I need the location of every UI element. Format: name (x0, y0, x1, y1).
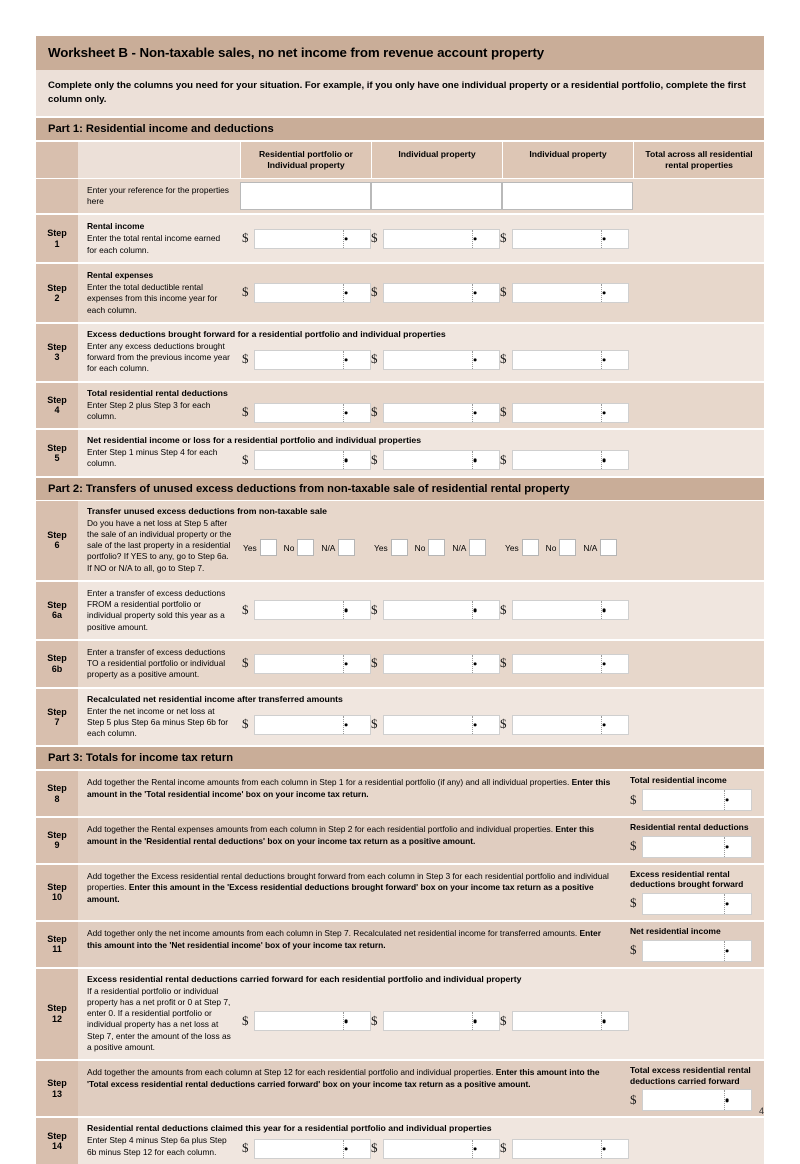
step-label: Step (47, 529, 67, 540)
step-6b-input-col2[interactable] (383, 654, 500, 674)
step-label: Step (47, 653, 67, 664)
step-1-amount-col3 (500, 229, 629, 249)
step-1-amount-col2 (371, 229, 500, 249)
step-value: 13 (51, 1088, 62, 1099)
step-row-12 (36, 967, 764, 1060)
step-label: Step (47, 1003, 67, 1014)
step-11-total (624, 922, 764, 967)
step-4-amount-col1 (242, 403, 371, 423)
dollar-sign-icon: $ (500, 601, 507, 617)
dollar-sign-icon: $ (242, 655, 249, 671)
dollar-sign-icon: $ (371, 1012, 378, 1028)
step-row-6a (36, 580, 764, 639)
reference-description: Enter your reference for the properties here (87, 184, 229, 206)
step-number-5 (36, 430, 78, 476)
option-label-yes: Yes (374, 542, 388, 553)
column-header-total: Total across all residential rental properties (633, 142, 764, 177)
step-6a-amount-col2 (371, 600, 500, 620)
step-12-money-group (240, 1011, 629, 1031)
step-row-5 (36, 428, 764, 476)
step-number-7 (36, 689, 78, 746)
part3-banner: Part 3: Totals for income tax return (36, 745, 764, 769)
option-label-no: No (283, 542, 295, 553)
step-10-description (78, 865, 624, 920)
step-5-input-col2[interactable] (383, 450, 500, 470)
step-3-amount-col1 (242, 350, 371, 370)
step-row-14 (36, 1116, 764, 1164)
step-number-6b (36, 641, 78, 687)
step-value: 1 (54, 238, 60, 249)
step-6a-amount-col3 (500, 600, 629, 620)
step-6a-input-col3[interactable] (512, 600, 629, 620)
reference-input-col1[interactable] (240, 182, 371, 210)
step-6b-amount-col2 (371, 654, 500, 674)
step-14-amount-col1 (242, 1139, 371, 1159)
step-number-3 (36, 324, 78, 381)
step-2-description (78, 264, 240, 322)
dollar-sign-icon: $ (242, 404, 249, 420)
column-header-2: Individual property (371, 142, 502, 177)
header-desc-spacer (78, 142, 240, 177)
dollar-sign-icon: $ (500, 716, 507, 732)
step-8-text-bold: Enter this amount in the 'Total residential income' box on your income tax return. (87, 777, 611, 800)
step-label: Step (47, 395, 67, 406)
step-9-text-bold: Enter this amount in the 'Residential rental deductions' box on your income tax return as a positive amount. (87, 824, 594, 846)
step-4-description: Enter Step 2 plus Step 3 for each column. (87, 399, 211, 421)
step-label: Step (47, 341, 67, 352)
header-step-spacer (36, 142, 78, 177)
step-row-1 (36, 213, 764, 262)
step-6a-input-col1[interactable] (254, 600, 371, 620)
step-6b-money-group (240, 654, 629, 674)
step-7-heading: Recalculated net residential income after transferred amounts (87, 693, 343, 704)
step-9-description (78, 818, 624, 863)
step-number-12 (36, 969, 78, 1060)
step-6b-input-col1[interactable] (254, 654, 371, 674)
step-12-heading: Excess residential rental deductions carried forward for each residential portfolio and individual property (87, 973, 522, 984)
dollar-sign-icon: $ (371, 284, 378, 300)
step-6-description: Do you have a net loss at Step 5 after the sale of an individual property or the sale of the last property in a residential portfolio? If YES to any, go to Step 6a. If NO or N/A to all, go to Step 7. (87, 517, 232, 573)
step-8-total-input[interactable] (642, 789, 752, 811)
column-header-row (36, 140, 764, 177)
step-12-input-col3[interactable] (512, 1011, 629, 1031)
dollar-sign-icon: $ (371, 451, 378, 467)
step-number-6 (36, 501, 78, 580)
step-value: 8 (54, 793, 60, 804)
dollar-sign-icon: $ (371, 1140, 378, 1156)
checkbox-na-col3[interactable] (600, 539, 617, 556)
dollar-sign-icon: $ (371, 601, 378, 617)
step-value: 7 (54, 717, 60, 728)
page-number: 4 (758, 1106, 764, 1116)
dollar-sign-icon: $ (500, 230, 507, 246)
step-1-heading: Rental income (87, 221, 145, 232)
step-7-input-col2[interactable] (383, 715, 500, 735)
dollar-sign-icon: $ (371, 716, 378, 732)
step-2-input-col2[interactable] (383, 283, 500, 303)
step-value: 10 (51, 892, 62, 903)
step-value: 2 (54, 292, 60, 303)
checkbox-na-col1[interactable] (338, 539, 355, 556)
dollar-sign-icon: $ (630, 1091, 637, 1107)
step-number-9 (36, 818, 78, 863)
option-label-na: N/A (583, 542, 598, 553)
step-2-heading: Rental expenses (87, 269, 154, 280)
step-12-description: If a residential portfolio or individual property has a net profit or 0 at Step 7, enter 0. If a residential portfolio or individual property has a net loss at Step 7, enter the amount of the loss as a positive amount. (87, 985, 231, 1052)
step-12-amount-col3 (500, 1011, 629, 1031)
step-6-option-groups (240, 539, 636, 556)
dollar-sign-icon: $ (371, 404, 378, 420)
step-row-3 (36, 322, 764, 381)
option-label-no: No (414, 542, 426, 553)
dollar-sign-icon: $ (500, 655, 507, 671)
dollar-sign-icon: $ (371, 655, 378, 671)
step-8-total-amount (630, 789, 756, 811)
step-1-input-col2[interactable] (383, 229, 500, 249)
step-value: 11 (52, 944, 62, 955)
checkbox-yes-col1[interactable] (260, 539, 277, 556)
dollar-sign-icon: $ (500, 1012, 507, 1028)
step-6-heading: Transfer unused excess deductions from non-taxable sale (87, 505, 327, 516)
step-6-options-col2 (374, 539, 505, 556)
step-6b-amount-col3 (500, 654, 629, 674)
dollar-sign-icon: $ (500, 1140, 507, 1156)
dollar-sign-icon: $ (242, 716, 249, 732)
step-row-9 (36, 816, 764, 863)
step-14-amount-col2 (371, 1139, 500, 1159)
step-5-amount-col2 (371, 450, 500, 470)
step-value: 14 (51, 1141, 62, 1152)
column-header-3: Individual property (502, 142, 633, 177)
step-label: Step (47, 783, 67, 794)
step-label: Step (47, 600, 67, 611)
dollar-sign-icon: $ (630, 895, 637, 911)
part2-banner: Part 2: Transfers of unused excess deductions from non-taxable sale of residential rental property (36, 476, 764, 500)
dollar-sign-icon: $ (242, 601, 249, 617)
dollar-sign-icon: $ (371, 351, 378, 367)
step-7-money-group (240, 715, 629, 735)
step-value: 4 (54, 405, 60, 416)
step-6b-input-col3[interactable] (512, 654, 629, 674)
step-4-money-group (240, 403, 629, 423)
step-5-input-col1[interactable] (254, 450, 371, 470)
step-13-description (78, 1061, 624, 1116)
step-13-text-bold: Enter this amount into the 'Total excess residential rental deductions carried forward' box on your income tax return as a positive amount. (87, 1067, 600, 1089)
checkbox-yes-col2[interactable] (391, 539, 408, 556)
step-row-10 (36, 863, 764, 920)
dollar-sign-icon: $ (630, 791, 637, 807)
step-row-4 (36, 381, 764, 429)
reference-row (36, 178, 764, 214)
step-13-total-input[interactable] (642, 1089, 752, 1111)
step-row-6b (36, 639, 764, 687)
step-10-text-bold: Enter this amount in the 'Excess residential deductions brought forward' box on your income tax return as a positive amount. (87, 882, 594, 905)
step-9-total (624, 818, 764, 863)
step-3-money-group (240, 350, 629, 370)
reference-input-col2[interactable] (371, 182, 502, 210)
step-1-amount-col1 (242, 229, 371, 249)
step-row-11 (36, 920, 764, 967)
checkbox-no-col1[interactable] (297, 539, 314, 556)
step-9-total-input[interactable] (642, 836, 752, 858)
step-number-8 (36, 771, 78, 816)
step-value: 6 (54, 540, 60, 551)
option-label-no: No (545, 542, 557, 553)
step-6a-amount-col1 (242, 600, 371, 620)
step-5-money-group (240, 450, 629, 470)
step-row-13 (36, 1059, 764, 1116)
step-label: Step (47, 830, 67, 841)
step-label: Step (47, 881, 67, 892)
dollar-sign-icon: $ (500, 451, 507, 467)
option-label-na: N/A (452, 542, 467, 553)
step-7-input-col1[interactable] (254, 715, 371, 735)
step-4-heading: Total residential rental deductions (87, 387, 228, 398)
step-row-8 (36, 769, 764, 816)
step-number-14 (36, 1118, 78, 1164)
step-row-6 (36, 500, 764, 580)
step-12-amount-col2 (371, 1011, 500, 1031)
step-3-input-col3[interactable] (512, 350, 629, 370)
step-8-total (624, 771, 764, 816)
step-row-2 (36, 262, 764, 322)
step-2-money-group (240, 283, 629, 303)
step-11-total-amount (630, 940, 756, 962)
step-7-amount-col1 (242, 715, 371, 735)
step-1-input-col3[interactable] (512, 229, 629, 249)
step-value: 3 (54, 352, 60, 363)
step-value: 5 (54, 452, 60, 463)
step-4-input-col3[interactable] (512, 403, 629, 423)
step-14-input-col3[interactable] (512, 1139, 629, 1159)
step-label: Step (47, 1130, 67, 1141)
dollar-sign-icon: $ (371, 230, 378, 246)
step-number-1 (36, 215, 78, 262)
step-number-4 (36, 383, 78, 429)
step-9-total-label: Residential rental deductions (630, 822, 749, 833)
step-6a-money-group (240, 600, 629, 620)
part1-banner: Part 1: Residential income and deductions (36, 116, 764, 140)
dollar-sign-icon: $ (242, 230, 249, 246)
step-11-description (78, 922, 624, 967)
step-6-options-col3 (505, 539, 636, 556)
dollar-sign-icon: $ (242, 451, 249, 467)
step-3-amount-col2 (371, 350, 500, 370)
step-12-amount-col1 (242, 1011, 371, 1031)
step-5-amount-col1 (242, 450, 371, 470)
step-10-total (624, 865, 764, 920)
step-12-input-col2[interactable] (383, 1011, 500, 1031)
reference-input-col3[interactable] (502, 182, 633, 210)
step-label: Step (47, 442, 67, 453)
worksheet-intro: Complete only the columns you need for your situation. For example, if you only have one individual property or a residential portfolio, complete the first column only. (36, 70, 764, 116)
checkbox-yes-col3[interactable] (522, 539, 539, 556)
step-label: Step (47, 933, 67, 944)
dollar-sign-icon: $ (242, 284, 249, 300)
step-11-total-label: Net residential income (630, 925, 721, 936)
step-label: Step (47, 228, 67, 239)
step-1-description (78, 215, 240, 262)
step-13-total-amount (630, 1089, 756, 1111)
step-2-amount-col3 (500, 283, 629, 303)
step-14-amount-col3 (500, 1139, 629, 1159)
step-6b-amount-col1 (242, 654, 371, 674)
step-9-total-amount (630, 836, 756, 858)
step-value: 6a (51, 610, 62, 621)
step-number-2 (36, 264, 78, 322)
step-13-total (624, 1061, 764, 1116)
step-value: 12 (51, 1013, 62, 1024)
dollar-sign-icon: $ (500, 284, 507, 300)
dollar-sign-icon: $ (630, 942, 637, 958)
checkbox-na-col2[interactable] (469, 539, 486, 556)
step-4-amount-col2 (371, 403, 500, 423)
checkbox-no-col2[interactable] (428, 539, 445, 556)
step-10-total-amount (630, 893, 756, 915)
step-2-input-col3[interactable] (512, 283, 629, 303)
step-7-amount-col3 (500, 715, 629, 735)
step-7-description: Enter the net income or net loss at Step 5 plus Step 6a minus Step 6b for each column. (87, 705, 229, 739)
option-label-na: N/A (321, 542, 336, 553)
step-3-input-col2[interactable] (383, 350, 500, 370)
dollar-sign-icon: $ (242, 1012, 249, 1028)
reference-step-spacer (36, 179, 78, 214)
step-10-text-plain: Add together the Excess residential rental deductions brought forward from each column in Step 3 for each residential portfolio and individual properties. (87, 870, 609, 893)
dollar-sign-icon: $ (500, 404, 507, 420)
worksheet-title: Worksheet B - Non-taxable sales, no net income from revenue account property (36, 36, 764, 70)
step-8-text-plain: Add together the Rental income amounts from each column in Step 1 for a residential portfolio (if any) and all individual properties. (87, 777, 570, 788)
option-label-yes: Yes (243, 542, 257, 553)
step-10-total-label: Excess residential rental deductions brought forward (630, 868, 744, 890)
step-row-7 (36, 687, 764, 746)
step-2-text: Enter the total deductible rental expenses from this income year for each column. (87, 282, 218, 315)
step-6-options-col1 (243, 539, 374, 556)
step-14-heading: Residential rental deductions claimed this year for a residential portfolio and individual properties (87, 1123, 492, 1134)
step-value: 9 (54, 840, 60, 851)
step-6b-description: Enter a transfer of excess deductions TO a residential portfolio or individual property as a positive amount. (87, 646, 226, 680)
step-2-amount-col2 (371, 283, 500, 303)
step-10-total-input[interactable] (642, 893, 752, 915)
step-label: Step (47, 706, 67, 717)
step-6a-input-col2[interactable] (383, 600, 500, 620)
step-value: 6b (51, 663, 63, 674)
step-6a-description: Enter a transfer of excess deductions FROM a residential portfolio or individual property sold this year as a positive amount. (87, 587, 226, 632)
step-2-input-col1[interactable] (254, 283, 371, 303)
step-7-input-col3[interactable] (512, 715, 629, 735)
step-14-description: Enter Step 4 minus Step 6a plus Step 6b minus Step 12 for each column. (87, 1135, 227, 1157)
step-1-text: Enter the total rental income earned for each column. (87, 233, 221, 255)
checkbox-no-col3[interactable] (559, 539, 576, 556)
step-14-input-col1[interactable] (254, 1139, 371, 1159)
dollar-sign-icon: $ (500, 351, 507, 367)
step-3-input-col1[interactable] (254, 350, 371, 370)
reference-input-group (240, 182, 633, 210)
step-number-6a (36, 582, 78, 639)
step-11-total-input[interactable] (642, 940, 752, 962)
step-5-amount-col3 (500, 450, 629, 470)
step-1-input-col1[interactable] (254, 229, 371, 249)
step-13-text-plain: Add together the amounts from each column at Step 12 for each residential portfolio and individual properties. (87, 1067, 494, 1078)
step-3-description: Enter any excess deductions brought forward from the previous income year for each column. (87, 340, 230, 374)
step-4-input-col2[interactable] (383, 403, 500, 423)
step-9-text-plain: Add together the Rental expenses amounts from each column in Step 2 for each residential portfolio and individual properties. (87, 824, 554, 835)
step-7-amount-col2 (371, 715, 500, 735)
column-header-1: Residential portfolio or Individual property (240, 142, 371, 177)
step-8-description (78, 771, 624, 816)
step-11-text-plain: Add together only the net income amounts from each column in Step 7. Recalculated net residential income for transferred amounts. (87, 927, 578, 938)
dollar-sign-icon: $ (242, 351, 249, 367)
dollar-sign-icon: $ (242, 1140, 249, 1156)
step-13-total-label: Total excess residential rental deductions carried forward (630, 1065, 751, 1086)
step-label: Step (47, 1078, 67, 1089)
step-number-11 (36, 922, 78, 967)
step-14-money-group (240, 1139, 629, 1159)
dollar-sign-icon: $ (630, 838, 637, 854)
step-14-input-col2[interactable] (383, 1139, 500, 1159)
step-4-amount-col3 (500, 403, 629, 423)
step-5-input-col3[interactable] (512, 450, 629, 470)
step-label: Step (47, 282, 67, 293)
step-3-heading: Excess deductions brought forward for a residential portfolio and individual properties (87, 328, 446, 339)
step-number-13 (36, 1061, 78, 1116)
option-label-yes: Yes (505, 542, 519, 553)
step-5-description: Enter Step 1 minus Step 4 for each column. (87, 447, 218, 469)
step-4-input-col1[interactable] (254, 403, 371, 423)
step-2-amount-col1 (242, 283, 371, 303)
step-1-money-group (240, 229, 629, 249)
step-3-amount-col3 (500, 350, 629, 370)
worksheet-sheet (36, 36, 764, 1164)
step-8-total-label: Total residential income (630, 775, 727, 786)
step-11-text-bold: Enter this amount into the 'Net residential income' box of your income tax return. (87, 927, 601, 950)
step-number-10 (36, 865, 78, 920)
step-12-input-col1[interactable] (254, 1011, 371, 1031)
step-5-heading: Net residential income or loss for a residential portfolio and individual properties (87, 435, 422, 446)
